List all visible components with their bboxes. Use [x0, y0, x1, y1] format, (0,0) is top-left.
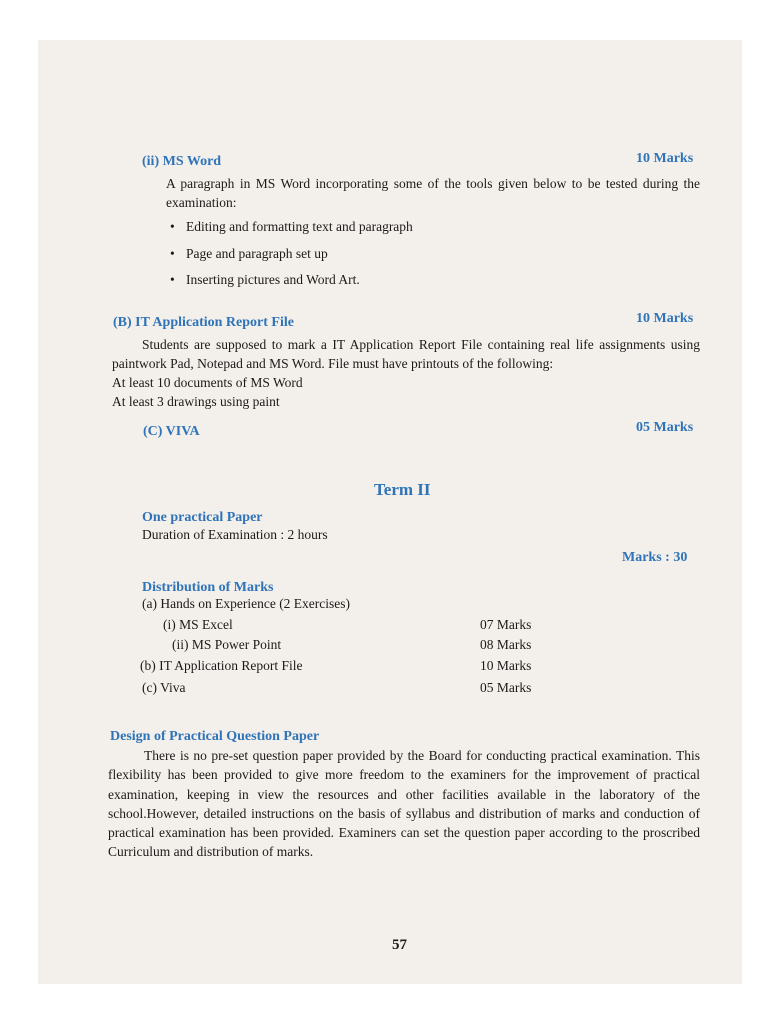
- list-item: • Page and paragraph set up: [170, 241, 413, 268]
- distribution-row-label: (b) IT Application Report File: [140, 658, 303, 673]
- bullet-icon: •: [170, 245, 175, 261]
- report-file-line-2: At least 3 drawings using paint: [112, 394, 280, 409]
- bullet-icon: •: [170, 272, 175, 287]
- viva-marks: 05 Marks: [636, 420, 694, 435]
- design-paragraph: There is no pre-set question paper provided by the Board for conducting practical examination. This flexibility has been provided to give more freedom to the examiners for the improvement of practical examination, keeping in view the resources and other facilities available in the laboratory of the school.However, detailed instructions on the basis of syllabus and distribution of marks and conduction of practical examination has been provided. Examiners can set the question paper according to the proscribed Curriculum and distribution of marks.: [108, 748, 700, 860]
- distribution-row-marks: 08 Marks: [480, 637, 532, 652]
- bullet-icon: •: [170, 219, 175, 234]
- term-title: Term II: [374, 480, 431, 499]
- distribution-group-a: (a) Hands on Experience (2 Exercises): [142, 596, 351, 611]
- list-item: • Editing and formatting text and paragraph: [170, 214, 413, 241]
- report-file-description: Students are supposed to mark a IT Application Report File containing real life assignments using paintwork Pad, Notepad and MS Word. File must have printouts of the following:: [112, 337, 700, 372]
- design-heading: Design of Practical Question Paper: [110, 729, 320, 744]
- practical-paper-label: One practical Paper: [142, 510, 263, 525]
- ms-word-marks: 10 Marks: [636, 151, 694, 166]
- distribution-row-marks: 10 Marks: [480, 658, 532, 673]
- ms-word-bullet-list: [170, 214, 413, 294]
- list-item: • Inserting pictures and Word Art.: [170, 267, 413, 294]
- page-number: 57: [392, 937, 407, 953]
- distribution-row-marks: 07 Marks: [480, 617, 532, 632]
- report-file-marks: 10 Marks: [636, 311, 694, 326]
- report-file-heading: (B) IT Application Report File: [113, 315, 294, 330]
- term-total-marks: Marks : 30: [622, 550, 688, 565]
- distribution-row-marks: 05 Marks: [480, 680, 532, 695]
- distribution-row-label: (i) MS Excel: [163, 617, 233, 632]
- report-file-line-1: At least 10 documents of MS Word: [112, 375, 303, 390]
- distribution-row-label: (c) Viva: [142, 680, 186, 695]
- viva-heading: (C) VIVA: [143, 424, 200, 439]
- distribution-heading: Distribution of Marks: [142, 580, 274, 595]
- distribution-row-label: (ii) MS Power Point: [172, 637, 282, 652]
- ms-word-description: A paragraph in MS Word incorporating some of the tools given below to be tested during the examination:: [166, 176, 700, 211]
- ms-word-heading: (ii) MS Word: [142, 154, 222, 169]
- exam-duration: Duration of Examination : 2 hours: [142, 527, 328, 542]
